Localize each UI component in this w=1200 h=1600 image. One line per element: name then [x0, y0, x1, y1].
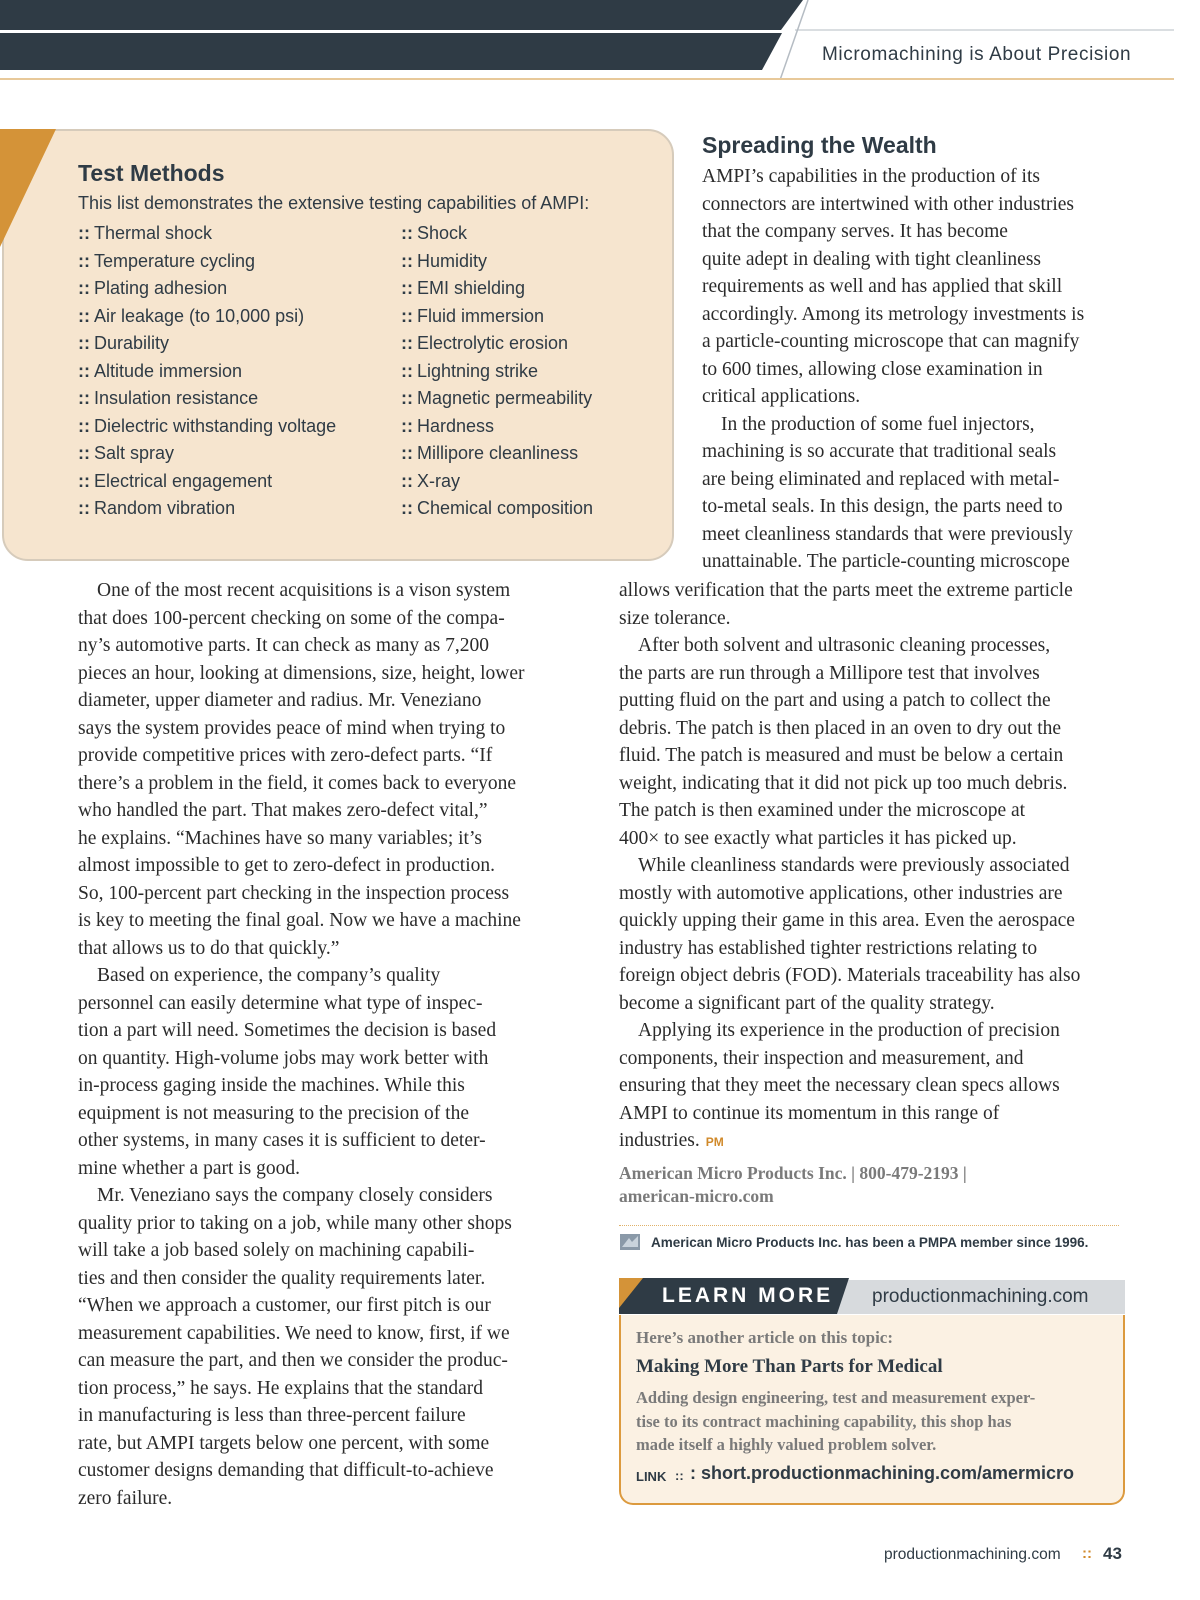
- text-line: [78, 1045, 572, 1073]
- text-line-content: critical applications.: [702, 386, 861, 407]
- bullet-marker: ::: [78, 223, 90, 243]
- text-line: [78, 1210, 572, 1238]
- text-line: [78, 742, 572, 770]
- contact-website[interactable]: american-micro.com: [619, 1186, 774, 1206]
- test-method-label: Electrolytic erosion: [417, 333, 569, 353]
- test-method-item: [401, 303, 593, 331]
- test-method-label: Shock: [417, 223, 468, 243]
- text-line-content: zero failure.: [78, 1487, 173, 1509]
- test-methods-list-left: [78, 220, 336, 523]
- end-of-article-mark: PM: [705, 1135, 724, 1149]
- test-method-label: EMI shielding: [417, 278, 526, 298]
- text-line: [78, 852, 572, 880]
- test-method-label: Magnetic permeability: [417, 388, 593, 408]
- link-label: LINK: [636, 1469, 667, 1484]
- text-line: [78, 1265, 572, 1293]
- text-line-content: who handled the part. That makes zero-defect vital,”: [78, 800, 488, 821]
- test-method-item: [78, 330, 336, 358]
- text-line-content: measurement capabilities. We need to know, first, if we: [78, 1322, 510, 1344]
- text-line: [78, 1237, 572, 1265]
- text-line-content: Based on experience, the company’s quality: [97, 965, 441, 986]
- text-line-content: accordingly. Among its metrology investments is: [702, 303, 1085, 325]
- article-left-column: [78, 577, 572, 1512]
- text-line: [78, 1485, 572, 1513]
- text-line: [78, 577, 572, 605]
- text-line-content: ensuring that they meet the necessary clean specs allows: [619, 1075, 1060, 1096]
- test-methods-list-right: [401, 220, 593, 523]
- description-line: tise to its contract machining capability, this shop has: [636, 1411, 1012, 1431]
- test-method-item: [401, 495, 593, 523]
- text-line-content: provide competitive prices with zero-defect parts. “If: [78, 745, 493, 766]
- test-method-label: Dielectric withstanding voltage: [94, 415, 337, 436]
- text-line-content: other systems, in many cases it is sufficient to deter-: [78, 1130, 486, 1151]
- text-line-content: personnel can easily determine what type of inspec-: [78, 992, 483, 1014]
- text-line-content: on quantity. High-volume jobs may work better with: [78, 1047, 489, 1069]
- learn-more-label: LEARN MORE: [662, 1284, 834, 1307]
- text-line: [78, 962, 572, 990]
- text-line: [702, 383, 1122, 411]
- test-method-label: Temperature cycling: [94, 250, 256, 271]
- bullet-marker: ::: [401, 250, 413, 271]
- bullet-marker: ::: [78, 305, 90, 326]
- learn-more-lead: Here’s another article on this topic:: [636, 1328, 894, 1347]
- text-line: [619, 962, 1127, 990]
- text-line: [619, 577, 1127, 605]
- text-line-content: foreign object debris (FOD). Materials traceability has also: [619, 965, 1081, 986]
- text-line: [702, 411, 1122, 439]
- bullet-marker: ::: [401, 470, 413, 491]
- text-line: [78, 1127, 572, 1155]
- text-line-content: ties and then consider the quality requirements later.: [78, 1267, 486, 1289]
- article-right-bottom: [619, 577, 1127, 1157]
- text-line: [619, 1072, 1127, 1100]
- text-line-content: almost impossible to get to zero-defect in production.: [78, 855, 495, 876]
- text-line: [78, 1072, 572, 1100]
- text-line-content: AMPI to continue its momentum in this range of: [619, 1102, 1000, 1124]
- test-method-label: Fluid immersion: [417, 305, 545, 326]
- bullet-marker: ::: [401, 443, 413, 463]
- bullet-marker: ::: [78, 333, 90, 353]
- bullet-marker: ::: [78, 388, 90, 408]
- text-line: [702, 273, 1122, 301]
- text-line-content: fluid. The patch is measured and must be below a certain: [619, 745, 1064, 766]
- text-line: [619, 852, 1127, 880]
- text-line-content: machining is so accurate that traditional seals: [702, 441, 1057, 462]
- text-line-content: So, 100-percent part checking in the inspection process: [78, 882, 510, 904]
- test-method-item: [78, 358, 336, 386]
- text-line: [619, 1017, 1127, 1045]
- test-method-label: Altitude immersion: [94, 360, 243, 381]
- text-line-content: quickly upping their game in this area. Even the aerospace: [619, 910, 1075, 931]
- text-line-content: meet cleanliness standards that were previously: [702, 523, 1073, 545]
- test-method-item: [78, 275, 336, 303]
- test-method-item: [78, 303, 336, 331]
- test-method-item: [78, 495, 336, 523]
- test-method-label: Millipore cleanliness: [417, 443, 579, 463]
- test-method-item: [401, 275, 593, 303]
- text-line-content: While cleanliness standards were previously associated: [638, 855, 1070, 876]
- test-method-item: [78, 413, 336, 441]
- text-line: [702, 356, 1122, 384]
- test-method-item: [401, 413, 593, 441]
- text-line: [619, 797, 1127, 825]
- text-line: [78, 715, 572, 743]
- text-line-content: in-process gaging inside the machines. While this: [78, 1075, 465, 1096]
- text-line-content: Mr. Veneziano says the company closely considers: [97, 1185, 493, 1206]
- text-line: [78, 797, 572, 825]
- text-line-content: to 600 times, allowing close examination in: [702, 358, 1043, 380]
- text-line: [78, 1292, 572, 1320]
- text-line: [702, 521, 1122, 549]
- text-line: [619, 990, 1127, 1018]
- footer-separator: ::: [1082, 1545, 1092, 1562]
- text-line: [78, 990, 572, 1018]
- text-line: [78, 880, 572, 908]
- text-line: [78, 632, 572, 660]
- test-method-label: Lightning strike: [417, 360, 539, 381]
- text-line-content: tion process,” he says. He explains that the standard: [78, 1377, 484, 1399]
- text-line-content: equipment is not measuring to the precision of the: [78, 1102, 469, 1124]
- test-method-label: Chemical composition: [417, 498, 594, 518]
- test-methods-accent-tab: [0, 129, 56, 249]
- text-line-content: AMPI’s capabilities in the production of its: [702, 166, 1040, 187]
- text-line-content: tion a part will need. Sometimes the decision is based: [78, 1020, 497, 1041]
- test-method-item: [401, 440, 593, 468]
- test-method-item: [401, 385, 593, 413]
- bullet-marker: ::: [401, 498, 413, 518]
- text-line: [702, 493, 1122, 521]
- text-line-content: in manufacturing is less than three-percent failure: [78, 1405, 466, 1426]
- bullet-marker: ::: [401, 415, 413, 436]
- test-methods-heading: Test Methods: [78, 160, 225, 186]
- text-line-content: the parts are run through a Millipore test that involves: [619, 662, 1040, 684]
- related-article-link[interactable]: : short.productionmachining.com/amermicro: [690, 1463, 1075, 1483]
- text-line: [702, 301, 1122, 329]
- bullet-marker: ::: [401, 223, 413, 243]
- text-line-content: that does 100-percent checking on some of the compa-: [78, 607, 505, 629]
- text-line: [78, 1430, 572, 1458]
- article-right-top: [702, 163, 1122, 576]
- bullet-marker: ::: [401, 360, 413, 381]
- text-line-content: that the company serves. It has become: [702, 221, 1008, 242]
- text-line-content: putting fluid on the part and using a patch to collect the: [619, 690, 1051, 711]
- text-line-content: to-metal seals. In this design, the parts need to: [702, 496, 1063, 517]
- text-line: [702, 218, 1122, 246]
- text-line: [78, 687, 572, 715]
- text-line-content: says the system provides peace of mind when trying to: [78, 717, 506, 739]
- text-line-content: mostly with automotive applications, other industries are: [619, 882, 1063, 904]
- bullet-marker: ::: [78, 470, 90, 491]
- test-method-label: Electrical engagement: [94, 470, 273, 491]
- member-note-row: [619, 1225, 1119, 1250]
- test-method-item: [78, 385, 336, 413]
- link-separator: ::: [675, 1468, 684, 1483]
- test-method-label: Insulation resistance: [94, 388, 259, 408]
- text-line-content: Applying its experience in the production of precision: [638, 1020, 1060, 1041]
- bullet-marker: ::: [401, 305, 413, 326]
- text-line: [619, 605, 1127, 633]
- text-line: [619, 825, 1127, 853]
- text-line-content: In the production of some fuel injectors,: [721, 413, 1035, 435]
- text-line-content: One of the most recent acquisitions is a vison system: [97, 580, 511, 601]
- bullet-marker: ::: [401, 388, 413, 408]
- text-line: [702, 328, 1122, 356]
- text-line-content: connectors are intertwined with other industries: [702, 193, 1075, 215]
- text-line-content: debris. The patch is then placed in an oven to dry out the: [619, 717, 1062, 739]
- description-line: Adding design engineering, test and measurement exper-: [636, 1388, 1036, 1407]
- bullet-marker: ::: [401, 278, 413, 298]
- related-article-description: [636, 1386, 1111, 1457]
- description-line: made itself a highly valued problem solver.: [636, 1435, 937, 1454]
- text-line-content: is key to meeting the final goal. Now we have a machine: [78, 910, 521, 931]
- text-line: [78, 1100, 572, 1128]
- text-line: [619, 770, 1127, 798]
- text-line-content: are being eliminated and replaced with metal-: [702, 468, 1060, 490]
- test-method-item: [401, 468, 593, 496]
- text-line: [619, 687, 1127, 715]
- text-line: [619, 660, 1127, 688]
- text-line: [702, 548, 1122, 576]
- text-line-content: quite adept in dealing with tight cleanliness: [702, 248, 1042, 270]
- text-line-content: pieces an hour, looking at dimensions, size, height, lower: [78, 662, 525, 684]
- text-line: [78, 605, 572, 633]
- test-method-label: Salt spray: [94, 443, 175, 463]
- text-line: [78, 770, 572, 798]
- text-line: [78, 825, 572, 853]
- test-method-label: Random vibration: [94, 498, 236, 518]
- text-line: [619, 1100, 1127, 1128]
- contact-line-1: American Micro Products Inc. | 800-479-2193 |: [619, 1163, 967, 1183]
- test-method-label: Thermal shock: [94, 223, 213, 243]
- test-method-label: Humidity: [417, 250, 488, 271]
- pmpa-logo-icon: [620, 1234, 640, 1250]
- text-line: [702, 191, 1122, 219]
- text-line: [78, 1347, 572, 1375]
- test-method-item: [401, 330, 593, 358]
- text-line: [619, 742, 1127, 770]
- text-line: [78, 935, 572, 963]
- text-line: [619, 1127, 1127, 1157]
- test-method-item: [78, 468, 336, 496]
- running-title: Micromachining is About Precision: [822, 44, 1132, 65]
- text-line: [619, 880, 1127, 908]
- test-method-label: Hardness: [417, 415, 495, 436]
- text-line-content: components, their inspection and measurement, and: [619, 1047, 1024, 1069]
- test-method-item: [401, 220, 593, 248]
- text-line-content: customer designs demanding that difficult-to-achieve: [78, 1460, 494, 1481]
- company-contact: [619, 1162, 1119, 1208]
- learn-more-site[interactable]: productionmachining.com: [872, 1286, 1089, 1307]
- text-line-content: weight, indicating that it did not pick up too much debris.: [619, 772, 1068, 794]
- text-line: [619, 1045, 1127, 1073]
- text-line: [619, 632, 1127, 660]
- text-line-content: requirements as well and has applied that skill: [702, 276, 1063, 297]
- test-method-item: [78, 440, 336, 468]
- text-line-content: a particle-counting microscope that can magnify: [702, 331, 1080, 352]
- text-line: [78, 1017, 572, 1045]
- text-line: [702, 438, 1122, 466]
- text-line-content: become a significant part of the quality strategy.: [619, 992, 995, 1014]
- related-article-title[interactable]: Making More Than Parts for Medical: [636, 1356, 943, 1377]
- text-line: [78, 1457, 572, 1485]
- text-line-content: can measure the part, and then we consider the produc-: [78, 1350, 508, 1371]
- text-line-content: allows verification that the parts meet the extreme particle: [619, 580, 1073, 601]
- text-line-content: After both solvent and ultrasonic cleaning processes,: [638, 635, 1051, 656]
- test-method-item: [78, 248, 336, 276]
- text-line-content: ny’s automotive parts. It can check as many as 7,200: [78, 635, 490, 656]
- bullet-marker: ::: [78, 278, 90, 298]
- text-line: [78, 1155, 572, 1183]
- bullet-marker: ::: [78, 498, 90, 518]
- text-line-content: will take a job based solely on machining capabili-: [78, 1240, 475, 1261]
- member-note: American Micro Products Inc. has been a PMPA member since 1996.: [651, 1235, 1089, 1250]
- test-method-item: [78, 220, 336, 248]
- test-method-label: X-ray: [417, 470, 461, 491]
- bullet-marker: ::: [78, 415, 90, 436]
- text-line-content: mine whether a part is good.: [78, 1157, 301, 1179]
- bullet-marker: ::: [78, 360, 90, 381]
- text-line-content: quality prior to taking on a job, while many other shops: [78, 1212, 512, 1234]
- bullet-marker: ::: [78, 443, 90, 463]
- test-methods-intro: This list demonstrates the extensive testing capabilities of AMPI:: [78, 193, 590, 213]
- text-line: [78, 1375, 572, 1403]
- text-line-content: “When we approach a customer, our first pitch is our: [78, 1295, 491, 1316]
- test-method-label: Plating adhesion: [94, 278, 228, 298]
- text-line-content: rate, but AMPI targets below one percent, with some: [78, 1432, 490, 1454]
- text-line: [619, 907, 1127, 935]
- text-line: [78, 660, 572, 688]
- text-line: [702, 466, 1122, 494]
- test-method-item: [401, 248, 593, 276]
- bullet-marker: ::: [401, 333, 413, 353]
- text-line: [702, 163, 1122, 191]
- test-method-item: [401, 358, 593, 386]
- text-line: [78, 1402, 572, 1430]
- text-line: [619, 935, 1127, 963]
- text-line: [78, 1320, 572, 1348]
- text-line-content: he explains. “Machines have so many variables; it’s: [78, 827, 482, 849]
- text-line-content: that allows us to do that quickly.”: [78, 937, 340, 959]
- section-heading: Spreading the Wealth: [702, 132, 937, 158]
- text-line-content: industry has established tighter restrictions relating to: [619, 937, 1038, 959]
- text-line: [619, 715, 1127, 743]
- header-band: [0, 0, 1200, 80]
- text-line-content: there’s a problem in the field, it comes back to everyone: [78, 772, 517, 794]
- text-line-content: 400× to see exactly what particles it has picked up.: [619, 827, 1017, 849]
- footer-site[interactable]: productionmachining.com: [884, 1546, 1061, 1563]
- test-method-label: Durability: [94, 333, 170, 353]
- text-line: [78, 907, 572, 935]
- text-line-content: industries.: [619, 1130, 700, 1151]
- text-line-content: diameter, upper diameter and radius. Mr. Veneziano: [78, 690, 482, 711]
- bullet-marker: ::: [78, 250, 90, 271]
- text-line-content: The patch is then examined under the microscope at: [619, 800, 1026, 821]
- test-method-label: Air leakage (to 10,000 psi): [94, 305, 305, 326]
- text-line-content: unattainable. The particle-counting microscope: [702, 551, 1070, 572]
- text-line: [702, 246, 1122, 274]
- text-line-content: size tolerance.: [619, 607, 731, 629]
- page-number: 43: [1103, 1544, 1122, 1563]
- text-line: [78, 1182, 572, 1210]
